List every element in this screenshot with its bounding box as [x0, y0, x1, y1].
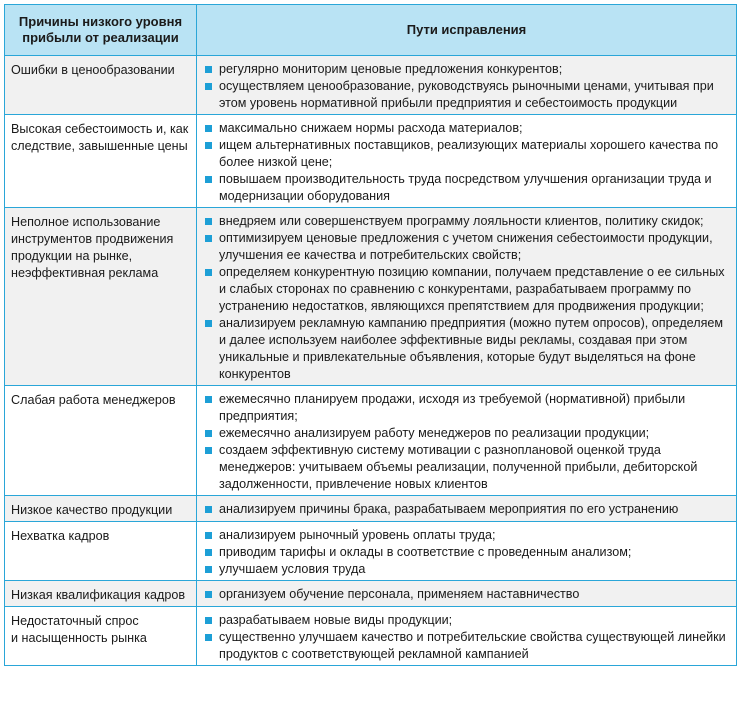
square-bullet-icon	[205, 447, 212, 454]
cause-text: Недостаточный спрос	[11, 614, 139, 628]
fix-text: приводим тарифы и оклады в соответствие с проведенным анализом;	[219, 545, 632, 559]
cause-text: Ошибки в ценообразовании	[11, 63, 175, 77]
cause-cell	[5, 56, 197, 115]
fixes-cell	[197, 522, 737, 581]
square-bullet-icon	[205, 320, 212, 327]
cause-text: Неполное использование	[11, 215, 161, 229]
square-bullet-icon	[205, 532, 212, 539]
fix-text: внедряем или совершенствуем программу лояльности клиентов, политику скидок;	[219, 214, 704, 228]
fix-text: улучшаем условия труда	[219, 562, 366, 576]
fix-text: осуществляем ценообразование, руководствуясь рыночными ценами, учитывая при этом уровень нормативной прибыли предприятия и себестоимость продукции	[219, 79, 714, 110]
fix-text: максимально снижаем нормы расхода материалов;	[219, 121, 523, 135]
fixes-cell	[197, 208, 737, 386]
fix-item	[203, 264, 730, 315]
fixes-cell	[197, 581, 737, 607]
header-causes	[5, 5, 197, 56]
table-row	[5, 581, 737, 607]
square-bullet-icon	[205, 566, 212, 573]
fix-item	[203, 501, 730, 518]
square-bullet-icon	[205, 218, 212, 225]
square-bullet-icon	[205, 83, 212, 90]
table-row	[5, 208, 737, 386]
fix-item	[203, 442, 730, 493]
header-causes-line: Причины низкого уровня	[18, 14, 183, 29]
fix-text: анализируем рыночный уровень оплаты труда;	[219, 528, 496, 542]
fix-item	[203, 544, 730, 561]
fix-text: организуем обучение персонала, применяем наставничество	[219, 587, 580, 601]
fix-item	[203, 629, 730, 663]
cause-text: неэффективная реклама	[11, 266, 159, 280]
fix-text: повышаем производительность труда посредством улучшения организации труда и модернизации оборудования	[219, 172, 712, 203]
square-bullet-icon	[205, 176, 212, 183]
square-bullet-icon	[205, 142, 212, 149]
table-body	[5, 56, 737, 666]
fix-text: анализируем рекламную кампанию предприятия (можно путем опросов), определяем и далее используем наиболее эффективные виды рекламы, создавая при этом уникальные и привлекательные объявления, которые будут выделяться на фоне конкурентов	[219, 316, 724, 381]
header-fixes: Пути исправления	[197, 5, 737, 56]
cause-cell	[5, 496, 197, 522]
fix-item	[203, 230, 730, 264]
fix-text: оптимизируем ценовые предложения с учетом снижения себестоимости продукции, улучшения ее качества и потребительских свойств;	[219, 231, 713, 262]
cause-text: и насыщенность рынка	[11, 631, 147, 645]
table-header-row	[5, 5, 737, 56]
table-row	[5, 56, 737, 115]
fix-item	[203, 527, 730, 544]
cause-text: инструментов продвижения	[11, 232, 174, 246]
fixes-cell	[197, 386, 737, 496]
fix-text: определяем конкурентную позицию компании, получаем представление о ее сильных и слабых сторонах по сравнению с конкурентами, разрабатываем программу по устранению недостатков, являющихся препятствием для продвижения продукции;	[219, 265, 725, 313]
fixes-cell	[197, 115, 737, 208]
fix-item	[203, 586, 730, 603]
table-row	[5, 115, 737, 208]
fix-item	[203, 137, 730, 171]
square-bullet-icon	[205, 396, 212, 403]
fix-text: ищем альтернативных поставщиков, реализующих материалы хорошего качества по более низкой цене;	[219, 138, 719, 169]
fixes-cell	[197, 496, 737, 522]
header-causes-line: прибыли от реализации	[22, 30, 179, 45]
fix-item	[203, 315, 730, 383]
cause-cell	[5, 607, 197, 666]
fix-item	[203, 561, 730, 578]
cause-text: Слабая работа менеджеров	[11, 393, 176, 407]
fix-text: ежемесячно планируем продажи, исходя из требуемой (нормативной) прибыли предприятия;	[219, 392, 686, 423]
cause-cell	[5, 386, 197, 496]
fix-item	[203, 171, 730, 205]
causes-fixes-table	[4, 4, 737, 666]
cause-text: Нехватка кадров	[11, 529, 110, 543]
square-bullet-icon	[205, 591, 212, 598]
fix-text: анализируем причины брака, разрабатываем мероприятия по его устранению	[219, 502, 679, 516]
square-bullet-icon	[205, 269, 212, 276]
cause-cell	[5, 208, 197, 386]
fixes-cell	[197, 607, 737, 666]
table-row	[5, 496, 737, 522]
fix-item	[203, 391, 730, 425]
fix-item	[203, 61, 730, 78]
cause-text: следствие, завышенные цены	[11, 139, 188, 153]
square-bullet-icon	[205, 549, 212, 556]
cause-text: Высокая себестоимость и, как	[11, 122, 189, 136]
table-row	[5, 522, 737, 581]
square-bullet-icon	[205, 235, 212, 242]
fix-text: регулярно мониторим ценовые предложения конкурентов;	[219, 62, 563, 76]
square-bullet-icon	[205, 125, 212, 132]
cause-cell	[5, 581, 197, 607]
cause-text: продукции на рынке,	[11, 249, 133, 263]
square-bullet-icon	[205, 617, 212, 624]
fix-text: разрабатываем новые виды продукции;	[219, 613, 453, 627]
square-bullet-icon	[205, 634, 212, 641]
cause-text: Низкая квалификация кадров	[11, 588, 186, 602]
fix-text: создаем эффективную систему мотивации с разноплановой оценкой труда менеджеров: учитываем объемы реализации, полученной прибыли, дебиторской задолженности, привлечение новых клиентов	[219, 443, 698, 491]
fixes-cell	[197, 56, 737, 115]
fix-item	[203, 612, 730, 629]
cause-cell	[5, 522, 197, 581]
table-row	[5, 386, 737, 496]
fix-item	[203, 213, 730, 230]
fix-text: ежемесячно анализируем работу менеджеров по реализации продукции;	[219, 426, 650, 440]
fix-item	[203, 425, 730, 442]
cause-text: Низкое качество продукции	[11, 503, 173, 517]
table-row	[5, 607, 737, 666]
fix-item	[203, 120, 730, 137]
fix-text: существенно улучшаем качество и потребительские свойства существующей линейки продуктов с соответствующей рекламной кампанией	[219, 630, 726, 661]
cause-cell	[5, 115, 197, 208]
fix-item	[203, 78, 730, 112]
square-bullet-icon	[205, 66, 212, 73]
square-bullet-icon	[205, 430, 212, 437]
square-bullet-icon	[205, 506, 212, 513]
